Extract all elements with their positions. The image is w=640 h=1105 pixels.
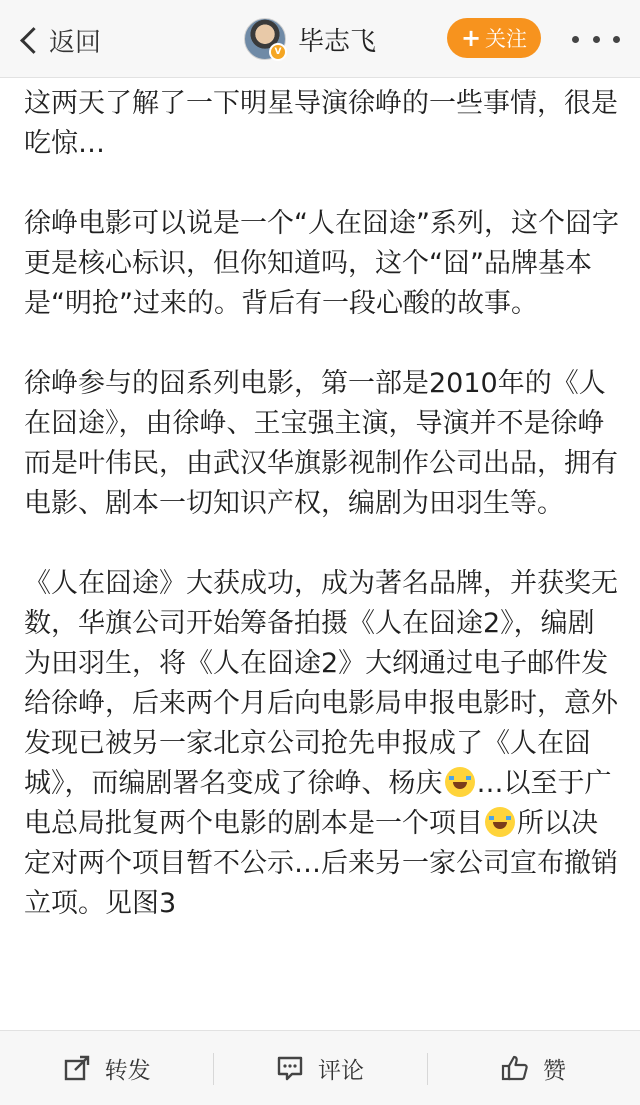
avatar[interactable] [244, 18, 286, 60]
repost-button[interactable] [0, 1031, 213, 1105]
user-info[interactable] [244, 17, 376, 61]
like-label: 赞 [542, 1057, 566, 1084]
laugh-cry-emoji-icon [445, 767, 475, 797]
follow-button[interactable] [447, 18, 541, 58]
like-button[interactable] [427, 1031, 640, 1105]
back-button[interactable] [16, 22, 101, 58]
post-paragraph-3: 徐峥参与的囧系列电影，第一部是2010年的《人在囧途》，由徐峥、王宝强主演，导演并不是徐峥而是叶伟民，由武汉华旗影视制作公司出品，拥有电影、剧本一切知识产权，编剧为田羽生等。 [24, 368, 618, 519]
dot [572, 36, 579, 43]
post-text: 所以决定对两个项目暂不公示…后来另一家公司宣布撤销立项。见图3 [24, 808, 618, 919]
comment-button[interactable] [213, 1031, 426, 1105]
post-paragraph-1: 这两天了解了一下明星导演徐峥的一些事情，很是吃惊… [24, 88, 618, 159]
chevron-left-icon [20, 27, 47, 54]
share-icon [63, 1054, 91, 1082]
dot [613, 36, 620, 43]
post-paragraph-2: 徐峥电影可以说是一个“人在囧途”系列，这个囧字更是核心标识，但你知道吗，这个“囧”品牌基本是“明抢”过来的。背后有一段心酸的故事。 [24, 208, 619, 319]
verified-badge-icon: V [269, 43, 287, 61]
follow-label: 关注 [485, 27, 528, 51]
post-body [24, 84, 620, 924]
more-dots-icon[interactable] [572, 26, 620, 52]
bottom-toolbar [0, 1030, 640, 1105]
back-label: 返回 [49, 27, 102, 58]
thumbs-up-icon [501, 1054, 529, 1082]
post-text: …以至于广电总局批复两个电影的剧本是一个项目 [24, 768, 612, 839]
top-bar [0, 0, 640, 78]
username[interactable]: 毕志飞 [298, 26, 377, 57]
laugh-cry-emoji-icon [485, 807, 515, 837]
dot [593, 36, 600, 43]
plus-icon: + [460, 24, 482, 52]
post-paragraph-4 [24, 564, 620, 924]
repost-label: 转发 [104, 1057, 151, 1084]
comment-icon [276, 1054, 304, 1082]
comment-label: 评论 [317, 1057, 364, 1084]
post-text: 《人在囧途》大获成功，成为著名品牌，并获奖无数，华旗公司开始筹备拍摄《人在囧途2》，编剧为田羽生，将《人在囧途2》大纲通过电子邮件发给徐峥，后来两个月后向电影局申报电影时，意外发现已被另一家北京公司抢先申报成了《人在囧城》，而编剧署名变成了徐峥、杨庆 [24, 568, 618, 799]
